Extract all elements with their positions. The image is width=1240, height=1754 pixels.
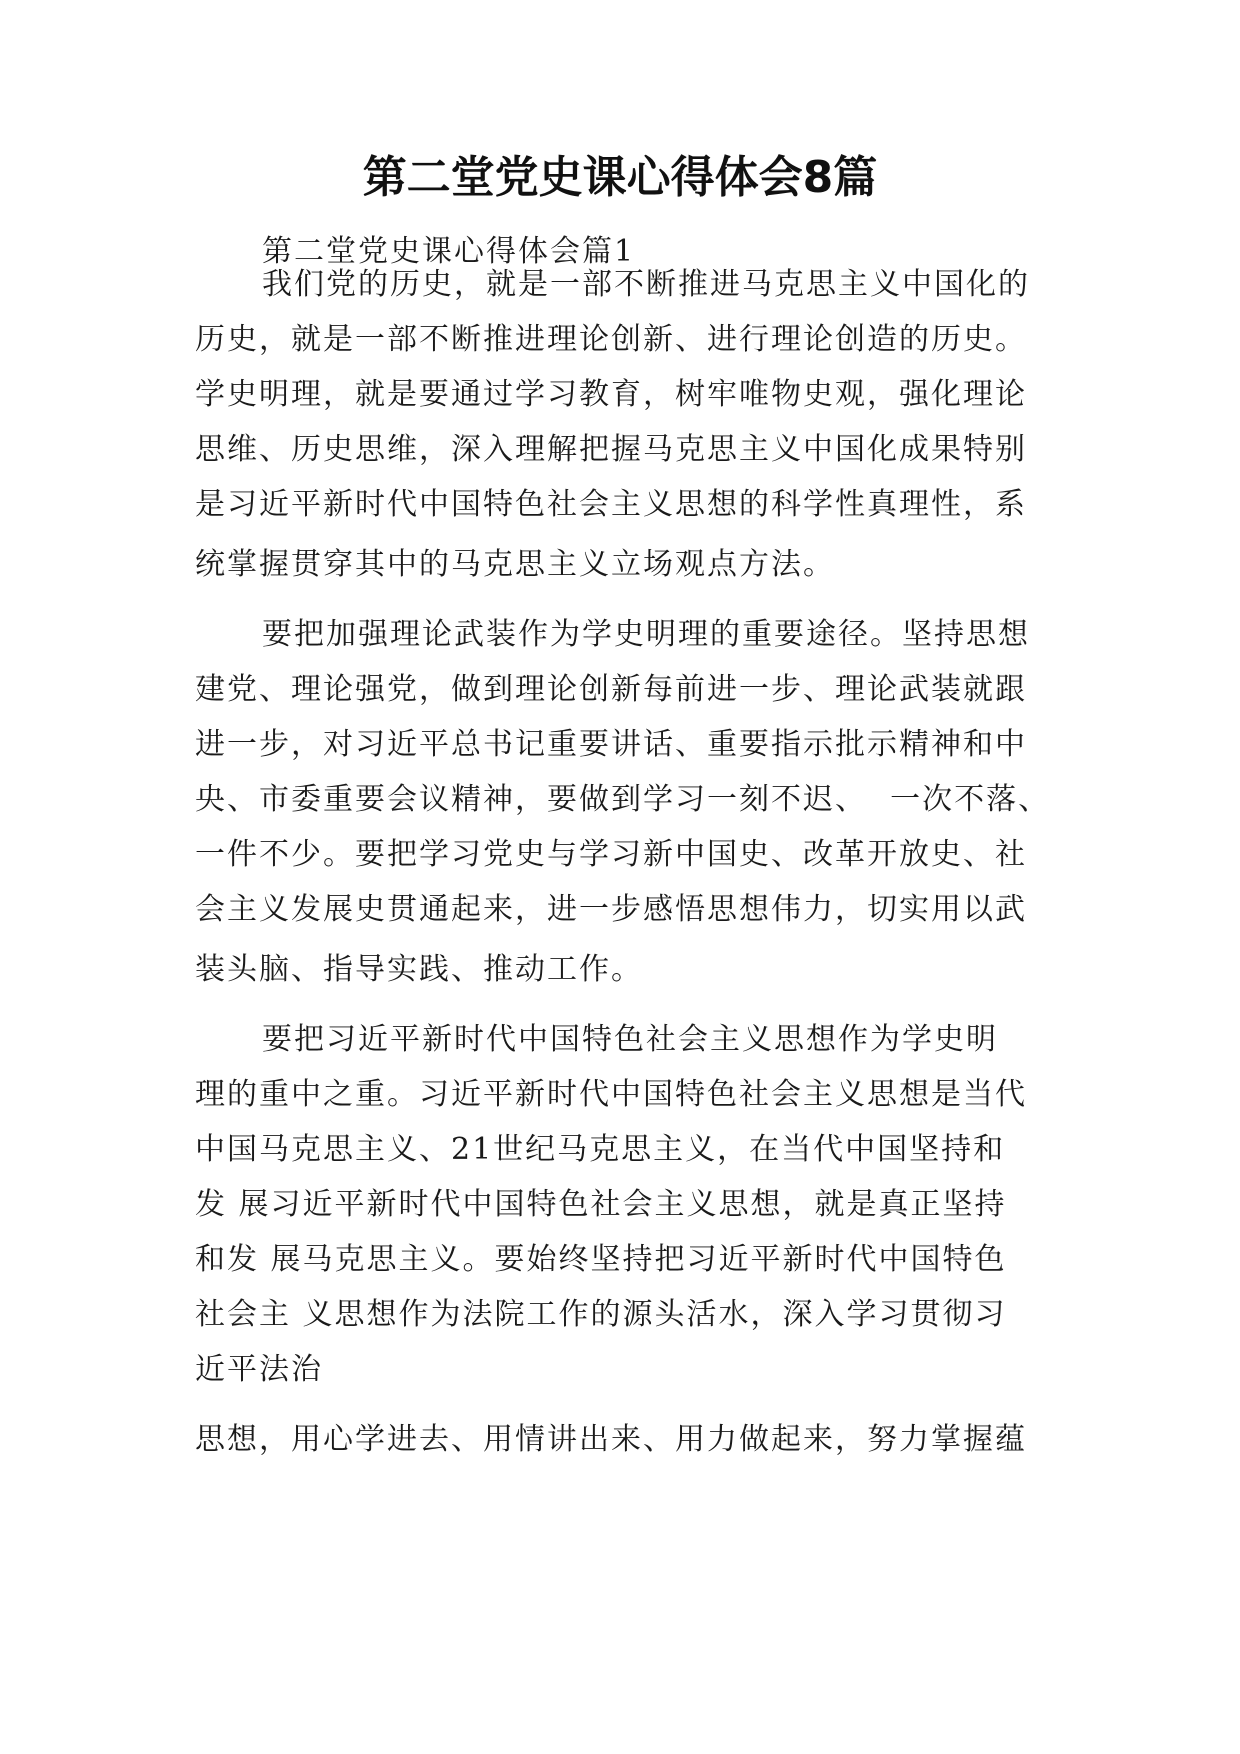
paragraph-line: 历史，就是一部不断推进理论创新、进行理论创造的历史。 — [195, 322, 1027, 357]
document-title: 第二堂党史课心得体会8篇 — [362, 152, 878, 203]
paragraph-line: 发 展习近平新时代中国特色社会主义思想，就是真正坚持 — [195, 1187, 1007, 1222]
paragraph-line: 建党、理论强党，做到理论创新每前进一步、理论武装就跟 — [195, 672, 1027, 707]
paragraph-line: 统掌握贯穿其中的马克思主义立场观点方法。 — [195, 547, 835, 582]
paragraph-line: 中国马克思主义、21世纪马克思主义，在当代中国坚持和 — [195, 1132, 1006, 1167]
paragraph-line: 思想，用心学进去、用情讲出来、用力做起来，努力掌握蕴 — [195, 1422, 1027, 1457]
paragraph-line: 是习近平新时代中国特色社会主义思想的科学性真理性，系 — [195, 487, 1027, 522]
paragraph-line: 要把习近平新时代中国特色社会主义思想作为学史明 — [262, 1022, 998, 1057]
paragraph-line: 央、市委重要会议精神，要做到学习一刻不迟、 一次不落、 — [195, 782, 1051, 817]
paragraph-line: 会主义发展史贯通起来，进一步感悟思想伟力，切实用以武 — [195, 892, 1027, 927]
paragraph-line: 要把加强理论武装作为学史明理的重要途径。坚持思想 — [262, 617, 1030, 652]
section-subheading: 第二堂党史课心得体会篇1 — [262, 234, 636, 269]
paragraph-line: 学史明理，就是要通过学习教育，树牢唯物史观，强化理论 — [195, 377, 1027, 412]
paragraph-line: 近平法治 — [195, 1352, 323, 1387]
paragraph-line: 装头脑、指导实践、推动工作。 — [195, 952, 643, 987]
paragraph-line: 进一步，对习近平总书记重要讲话、重要指示批示精神和中 — [195, 727, 1027, 762]
paragraph-line: 理的重中之重。习近平新时代中国特色社会主义思想是当代 — [195, 1077, 1027, 1112]
paragraph-line: 社会主 义思想作为法院工作的源头活水，深入学习贯彻习 — [195, 1297, 1007, 1332]
paragraph-line: 我们党的历史，就是一部不断推进马克思主义中国化的 — [262, 267, 1030, 302]
paragraph-line: 和发 展马克思主义。要始终坚持把习近平新时代中国特色 — [195, 1242, 1007, 1277]
paragraph-line: 一件不少。要把学习党史与学习新中国史、改革开放史、社 — [195, 837, 1027, 872]
paragraph-line: 思维、历史思维，深入理解把握马克思主义中国化成果特别 — [195, 432, 1027, 467]
